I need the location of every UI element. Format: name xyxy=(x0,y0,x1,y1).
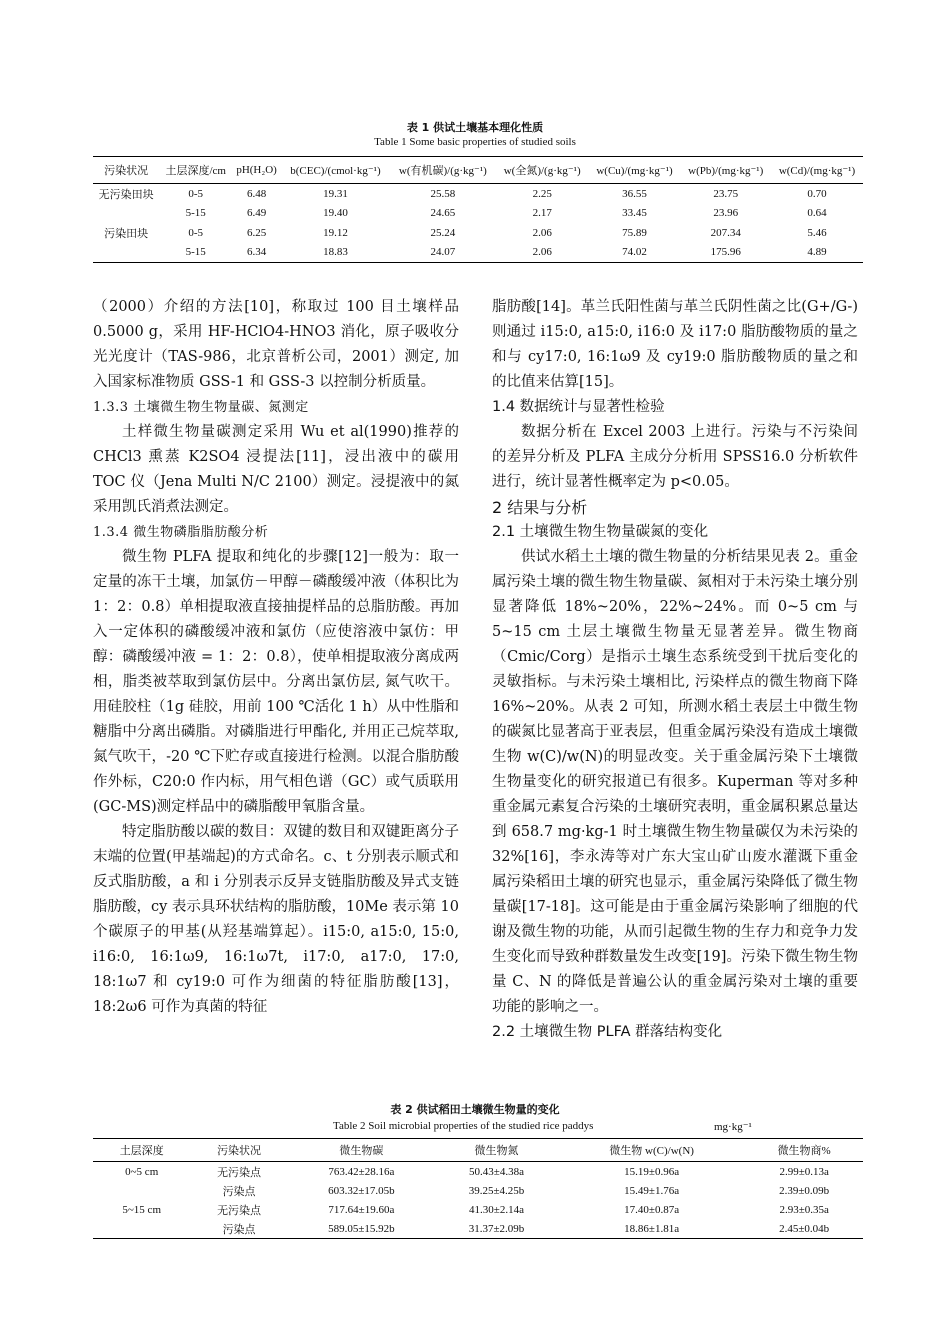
paragraph: 土样微生物量碳测定采用 Wu et al(1990)推荐的 CHCl3 熏蒸 K2SO4 浸提法[11]，浸出液中的碳用 TOC 仪（Jena Multi N/C 2100）测定。浸提液中的氮采用凯氏消煮法测定。 xyxy=(93,424,459,515)
table-cell: 2.45±0.04b xyxy=(745,1219,863,1239)
table-cell xyxy=(93,243,159,263)
table-cell: 25.24 xyxy=(430,226,456,239)
table-cell: 75.89 xyxy=(622,226,647,239)
table-cell: 763.42±28.16a xyxy=(328,1165,395,1178)
table-cell: 无污染田块 xyxy=(98,188,154,201)
table-cell: 6.34 xyxy=(232,243,281,263)
table-row xyxy=(93,1181,863,1200)
table-cell: 0-5 xyxy=(188,226,204,239)
table-cell: 2.17 xyxy=(532,207,552,220)
section-heading: 1.3.4 微生物磷脂脂肪酸分析 xyxy=(93,525,269,540)
table-cell: 4.89 xyxy=(771,243,863,263)
table-row xyxy=(93,243,863,263)
table2-caption-zh: 表 2 供试稻田土壤微生物量的变化 xyxy=(390,1103,560,1116)
paragraph: 供试水稻土土壤的微生物量的分析结果见表 2。重金属污染土壤的微生物生物量碳、氮相对于未污染土壤分别显著降低 18%~20%，22%~24%。而 0~5 cm 与 5~15 cm 土层土壤微生物量无显著差异。微生物商（Cmic/Corg）是指示土壤生态系统受到干扰后变化的灵敏指标。与未污染土壤相比, 污染样点的微生物商下降 16%~20%。从表 2 可知，所测水稻土表层土中微生物的碳氮比显著高于亚表层，但重金属污染没有造成土壤微生物 w(C)/w(N)的明显改变。关于重金属污染下土壤微生物量变化的研究报道已有很多。Kuperman 等对多种重金属元素复合污染的土壤研究表明，重金属积累总量达到 658.7 mg·kg-1 时土壤微生物生物量碳仅为未污染的 32%[16]，李永涛等对广东大宝山矿山废水灌溉下重金属污染稻田土壤的研究也显示，重金属污染降低了微生物量碳[17-18]。这可能是由于重金属污染影响了细胞的代谢及微生物的功能，从而引起微生物的生存力和竞争力发生变化而导致种群数量发生改变[19]。污染下微生物生物量 C、N 的降低是普遍公认的重金属污染对土壤的重要功能的影响之一。 xyxy=(492,549,858,1015)
table-cell: 39.25±4.25b xyxy=(468,1184,525,1197)
table-row xyxy=(93,184,863,204)
table2-caption-en: Table 2 Soil microbial properties of the studied rice paddys xyxy=(333,1120,594,1132)
table2-header-cell: 微生物碳 xyxy=(288,1139,435,1162)
table-cell: 6.25 xyxy=(246,226,267,239)
table-cell: 0.64 xyxy=(807,207,827,220)
section-heading: 2.1 土壤微生物生物量碳氮的变化 xyxy=(492,524,709,540)
table1-caption-zh: 表 1 供试土壤基本理化性质 xyxy=(406,121,544,134)
paragraph: 特定脂肪酸以碳的数目：双键的数目和双键距离分子末端的位置(甲基端起)的方式命名。c、t 分别表示顺式和反式脂肪酸，a 和 i 分别表示反异支链脂肪酸及异式支链脂肪酸，cy 表示具环状结构的脂肪酸，10Me 表示第 10 个碳原子的甲基(从羟基端算起）。i15:0, a15:0, 15:0, i16:0, 16:1ω9, 16:1ω7t, i17:0, a17:0, 17:0, 18:1ω7 和 cy19:0 可作为细菌的特征脂肪酸[13]，18:2ω6 可作为真菌的特征 xyxy=(93,824,459,1015)
table-cell: 50.43±4.38a xyxy=(469,1165,524,1178)
table1-header-cell: w(全氮)/(g·kg⁻¹) xyxy=(496,157,589,184)
table-cell: 23.96 xyxy=(713,207,739,220)
section-heading: 2.2 土壤微生物 PLFA 群落结构变化 xyxy=(492,1024,723,1040)
table2-header-cell: 污染状况 xyxy=(190,1139,287,1162)
table-cell: 污染点 xyxy=(222,1185,256,1198)
section-heading: 2 结果与分析 xyxy=(492,498,588,517)
table1-caption-en: Table 1 Some basic properties of studied soils xyxy=(374,136,576,148)
table-cell: 2.93±0.35a xyxy=(779,1203,829,1216)
table-cell xyxy=(93,1219,190,1239)
table-cell: 5.46 xyxy=(807,226,827,239)
table1-header-cell: 土层深度/cm xyxy=(159,157,232,184)
table-cell: 24.07 xyxy=(390,243,496,263)
left-column xyxy=(93,295,459,1020)
table-cell: 31.37±2.09b xyxy=(435,1219,558,1239)
table1-header-row xyxy=(93,157,863,184)
table-cell: 175.96 xyxy=(680,243,770,263)
table-row xyxy=(93,1219,863,1239)
table-cell: 15.19±0.96a xyxy=(624,1165,680,1178)
table2-header-cell: 微生物氮 xyxy=(435,1139,558,1162)
table1-header-cell: w(Pb)/(mg·kg⁻¹) xyxy=(680,157,770,184)
paragraph: （2000）介绍的方法[10]，称取过 100 目土壤样品 0.5000 g，采用 HF-HClO4-HNO3 消化，原子吸收分光光度计（TAS-986，北京普析公司，2001）测定, 加入国家标准物质 GSS-1 和 GSS-3 以控制分析质量。 xyxy=(93,299,459,390)
table-cell: 2.39±0.09b xyxy=(779,1184,830,1197)
section-heading: 1.4 数据统计与显著性检验 xyxy=(492,399,665,415)
table-cell: 6.48 xyxy=(246,187,267,200)
table-cell: 无污染点 xyxy=(217,1204,262,1217)
table-cell: 5-15 xyxy=(159,243,232,263)
table2-unit: mg·kg⁻¹ xyxy=(714,1121,752,1133)
table-cell: 19.31 xyxy=(323,187,348,200)
table-cell: 2.99±0.13a xyxy=(779,1165,829,1178)
table-cell: 无污染点 xyxy=(217,1166,262,1179)
table-cell: 0~5 cm xyxy=(125,1165,159,1178)
table1 xyxy=(93,156,863,263)
table-cell: 0.70 xyxy=(807,187,827,200)
table1-header-cell: pH(H₂O) xyxy=(232,157,281,184)
table-cell: 0-5 xyxy=(188,187,204,200)
table-cell: 23.75 xyxy=(713,187,739,200)
table2-header-cell: 微生物商% xyxy=(745,1139,863,1162)
table1-header-cell: w(有机碳)/(g·kg⁻¹) xyxy=(390,157,496,184)
table-cell: 18.83 xyxy=(281,243,390,263)
section-heading: 1.3.3 土壤微生物生物量碳、氮测定 xyxy=(93,400,309,415)
table-cell: 717.64±19.60a xyxy=(328,1203,395,1216)
table-cell: 5-15 xyxy=(185,207,206,220)
table-row xyxy=(93,1200,863,1219)
table-cell: 2.06 xyxy=(496,243,589,263)
table-cell: 603.32±17.05b xyxy=(328,1184,395,1197)
table-cell: 33.45 xyxy=(622,207,647,220)
table-cell: 15.49±1.76a xyxy=(624,1184,680,1197)
table-cell: 24.65 xyxy=(430,207,456,220)
table-cell: 41.30±2.14a xyxy=(469,1203,524,1216)
table-cell: 36.55 xyxy=(622,187,647,200)
table2-header-row xyxy=(93,1139,863,1162)
table-row xyxy=(93,223,863,243)
table-row xyxy=(93,204,863,224)
table2-header-cell: 微生物 w(C)/w(N) xyxy=(558,1139,745,1162)
table-cell: 6.49 xyxy=(246,207,267,220)
paragraph: 数据分析在 Excel 2003 上进行。污染与不污染间的差异分析及 PLFA 主成分分析用 SPSS16.0 分析软件进行，统计显著性概率定为 p<0.05。 xyxy=(492,424,858,490)
table1-header-cell: 污染状况 xyxy=(93,157,159,184)
table-row xyxy=(93,1162,863,1182)
table-cell xyxy=(93,204,159,224)
right-column xyxy=(492,295,858,1045)
table-cell: 17.40±0.87a xyxy=(624,1203,680,1216)
table-cell: 19.12 xyxy=(323,226,348,239)
table-cell: 19.40 xyxy=(323,207,348,220)
table1-header-cell: b(CEC)/(cmol·kg⁻¹) xyxy=(281,157,390,184)
table-cell: 污染田块 xyxy=(104,227,149,240)
table-cell: 25.58 xyxy=(430,187,456,200)
table-cell: 207.34 xyxy=(710,226,741,239)
table-cell: 74.02 xyxy=(589,243,681,263)
table-cell xyxy=(93,1181,190,1200)
table-cell: 5~15 cm xyxy=(122,1203,161,1216)
table2-header-cell: 土层深度 xyxy=(93,1139,190,1162)
table2 xyxy=(93,1138,863,1239)
table-cell: 2.25 xyxy=(532,187,552,200)
paragraph: 微生物 PLFA 提取和纯化的步骤[12]一般为：取一定量的冻干土壤，加氯仿－甲醇－磷酸缓冲液（体积比为 1：2：0.8）单相提取液直接抽提样品的总脂肪酸。再加入一定体积的磷酸缓冲液和氯仿（应使溶液中氯仿：甲醇：磷酸缓冲液 = 1：2：0.8），使单相提取液分离成两相，脂类被萃取到氯仿层中。分离出氯仿层, 氮气吹干。用硅胶柱（1g 硅胶，用前 100 ℃活化 1 h）从中性脂和糖脂中分离出磷脂。对磷脂进行甲酯化, 并用正己烷萃取, 氮气吹干，-20 ℃下贮存或直接进行检测。以混合脂肪酸作外标，C20:0 作内标，用气相色谱（GC）或气质联用(GC-MS)测定样品中的磷脂酸甲氧脂含量。 xyxy=(93,549,459,815)
table1-header-cell: w(Cd)/(mg·kg⁻¹) xyxy=(771,157,863,184)
table-cell: 污染点 xyxy=(190,1219,287,1239)
table-cell: 18.86±1.81a xyxy=(558,1219,745,1239)
table-cell: 2.06 xyxy=(532,226,552,239)
table1-header-cell: w(Cu)/(mg·kg⁻¹) xyxy=(589,157,681,184)
table-cell: 589.05±15.92b xyxy=(288,1219,435,1239)
paragraph: 脂肪酸[14]。革兰氏阳性菌与革兰氏阴性菌之比(G+/G-)则通过 i15:0, a15:0, i16:0 及 i17:0 脂肪酸物质的量之和与 cy17:0, 16:1ω9 及 cy19:0 脂肪酸物质的量之和的比值来估算[15]。 xyxy=(492,299,858,390)
